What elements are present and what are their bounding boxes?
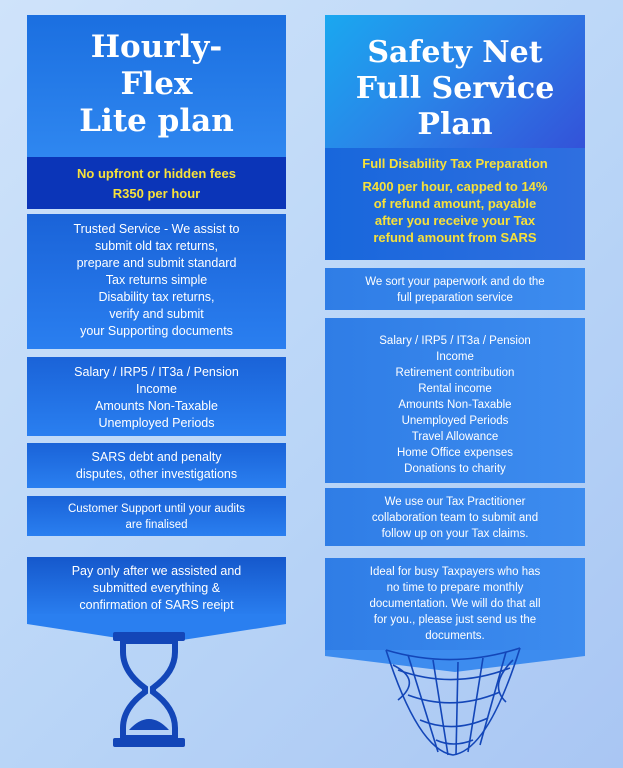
ideal-line: no time to prepare monthly (386, 582, 524, 594)
price-line: refund amount from SARS (373, 230, 537, 245)
income-line: Unemployed Periods (98, 416, 215, 430)
collaboration-block (325, 488, 585, 546)
plan-title (27, 15, 286, 157)
pricing-banner (325, 148, 585, 260)
title-line: Lite plan (79, 103, 234, 139)
income-line: Home Office expenses (396, 447, 514, 459)
income-line: Unemployed Periods (401, 415, 509, 427)
income-block (325, 318, 585, 483)
price-line: of refund amount, payable (373, 196, 537, 211)
hourglass-icon (107, 630, 191, 750)
collab-line: We use our Tax Practitioner (384, 496, 526, 508)
debt-block (27, 443, 286, 488)
payment-line: confirmation of SARS reeipt (79, 598, 234, 612)
price-line: after you receive your Tax (374, 213, 536, 228)
fee-text: No upfront or hidden fees (77, 166, 236, 181)
service-line: Tax returns simple (105, 273, 208, 287)
sort-line: full preparation service (397, 292, 513, 304)
title-line: Plan (417, 107, 493, 142)
income-line: Retirement contribution (395, 367, 515, 379)
hourly-flex-plan (27, 15, 286, 157)
sort-block (325, 268, 585, 310)
income-line: Salary / IRP5 / IT3a / Pension (74, 365, 239, 379)
service-line: verify and submit (109, 307, 204, 321)
collab-line: follow up on your Tax claims. (381, 528, 529, 540)
support-line: Customer Support until your audits (67, 503, 246, 515)
ideal-line: Ideal for busy Taxpayers who has (369, 566, 541, 578)
collab-line: collaboration team to submit and (371, 512, 539, 524)
ideal-line: for you., please just send us the (373, 614, 537, 626)
income-line: Income (136, 382, 177, 396)
plan-title (325, 15, 585, 157)
income-line: Amounts Non-Taxable (398, 399, 512, 411)
fee-banner (27, 157, 286, 209)
ideal-line: documentation. We will do that all (369, 598, 541, 610)
service-line: prepare and submit standard (76, 256, 237, 270)
service-block (27, 214, 286, 349)
income-line: Donations to charity (404, 463, 506, 475)
service-line: submit old tax returns, (95, 239, 218, 253)
sort-line: We sort your paperwork and do the (365, 276, 545, 288)
income-line: Rental income (418, 383, 492, 395)
service-line: Trusted Service - We assist to (73, 222, 240, 236)
income-line: Salary / IRP5 / IT3a / Pension (379, 335, 531, 347)
price-text: R350 per hour (112, 186, 201, 201)
ideal-block (325, 558, 585, 650)
service-line: your Supporting documents (80, 324, 233, 338)
income-line: Amounts Non-Taxable (95, 399, 218, 413)
debt-line: SARS debt and penalty (91, 450, 222, 464)
income-line: Travel Allowance (411, 431, 499, 443)
title-line: Hourly- (90, 29, 223, 65)
income-line: Income (436, 351, 474, 363)
payment-line: Pay only after we assisted and (71, 564, 242, 578)
title-line: Safety Net (367, 35, 543, 70)
income-block (27, 357, 286, 436)
debt-line: disputes, other investigations (75, 467, 238, 481)
title-line: Flex (120, 66, 193, 102)
service-line: Disability tax returns, (98, 290, 215, 304)
title-line: Full Service (355, 71, 555, 106)
safety-net-icon (378, 640, 528, 760)
payment-line: submitted everything & (92, 581, 221, 595)
ideal-line: documents. (425, 630, 485, 642)
safety-net-plan (325, 15, 585, 157)
pricing-heading: Full Disability Tax Preparation (362, 156, 548, 171)
support-line: are finalised (125, 519, 188, 531)
support-block (27, 496, 286, 536)
payment-block (27, 557, 286, 617)
price-line: R400 per hour, capped to 14% (362, 179, 548, 194)
